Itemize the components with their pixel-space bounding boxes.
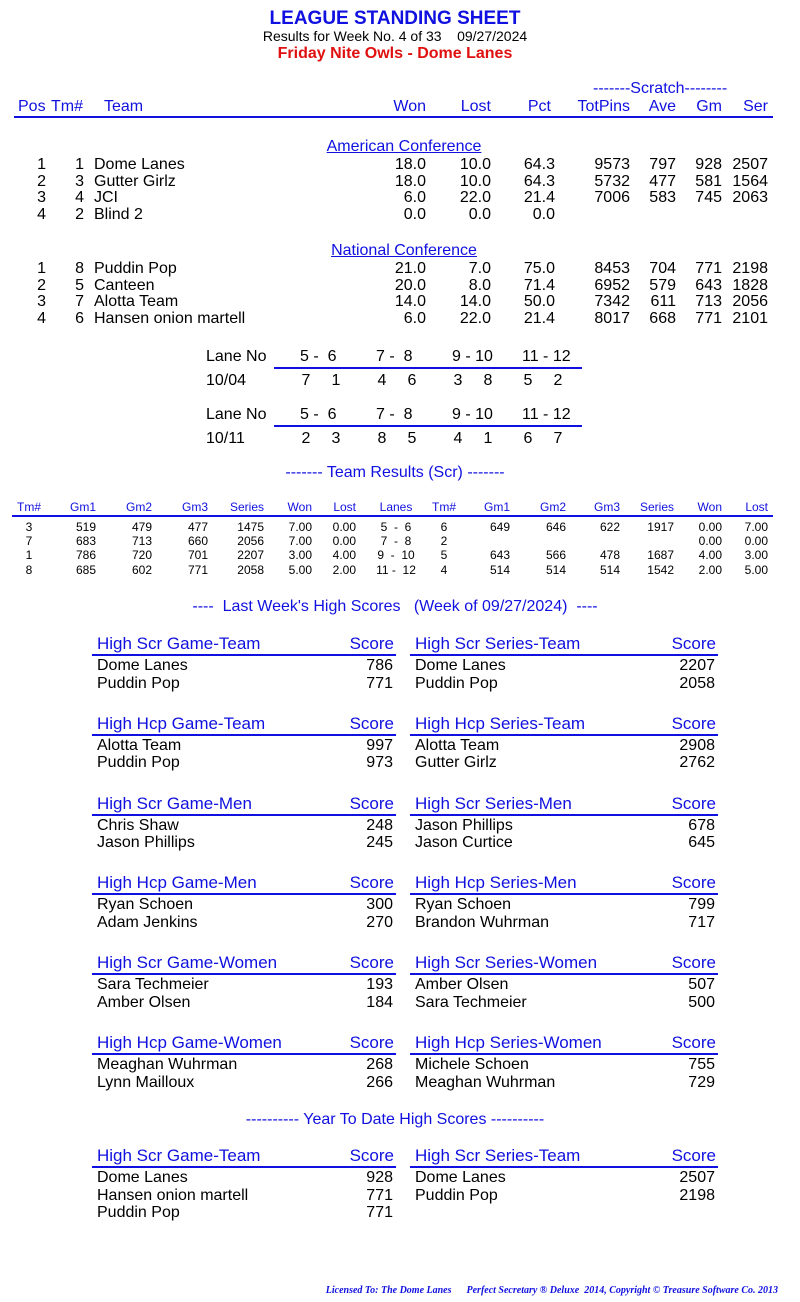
- row-pct: 71.4: [523, 276, 555, 294]
- row-won: 18.0: [394, 172, 426, 190]
- team-results-cell: 3.00: [744, 548, 768, 563]
- high-score-name: Puddin Pop: [97, 754, 180, 772]
- high-score-box-rule: [410, 734, 718, 736]
- high-score-name: Ryan Schoen: [415, 896, 512, 914]
- row-pos: 2: [37, 172, 46, 190]
- team-results-cell: 7: [25, 534, 33, 549]
- row-team: Hansen onion martell: [94, 310, 246, 328]
- high-score-name: Amber Olsen: [415, 976, 509, 994]
- sheet-subtitle: Results for Week No. 4 of 33 09/27/2024: [262, 28, 528, 44]
- team-results-cell: 2056: [237, 534, 264, 549]
- team-results-cell: 5: [440, 548, 448, 563]
- team-results-cell: 514: [489, 562, 510, 577]
- high-score-value: 771: [366, 674, 393, 692]
- team-results-cell: 0.00: [744, 534, 768, 549]
- high-score-name: Puddin Pop: [415, 1186, 498, 1204]
- high-score-name: Puddin Pop: [97, 674, 180, 692]
- col-lost: Lost: [460, 98, 491, 115]
- col-ser: Ser: [743, 98, 768, 115]
- row-team: JCI: [94, 189, 118, 207]
- team-results-col-header: Gm2: [539, 500, 566, 514]
- team-b: 8: [483, 372, 493, 389]
- high-score-name: Michele Schoen: [415, 1056, 529, 1073]
- row-totpins: 6952: [594, 276, 630, 294]
- team-results-cell: 0.00: [698, 534, 722, 549]
- row-team: Gutter Girlz: [94, 172, 176, 190]
- row-lost: 10.0: [459, 156, 491, 173]
- high-score-box-rule: [410, 893, 718, 895]
- score-column-label: Score: [349, 873, 394, 893]
- high-score-box-rule: [92, 1166, 396, 1168]
- team-results-title: ------- Team Results (Scr) -------: [285, 464, 505, 481]
- high-score-name: Dome Lanes: [415, 657, 506, 674]
- sheet-title: LEAGUE STANDING SHEET: [269, 8, 521, 29]
- high-score-value: 678: [688, 816, 715, 834]
- high-score-name: Adam Jenkins: [97, 913, 198, 931]
- team-results-cell: 7.00: [288, 520, 312, 534]
- team-a: 4: [453, 430, 463, 447]
- team-results-cell: 1: [25, 548, 33, 563]
- team-results-cell: 683: [75, 534, 96, 549]
- row-gm: 581: [695, 172, 722, 190]
- row-team: Alotta Team: [94, 293, 179, 311]
- row-won: 18.0: [394, 156, 426, 173]
- score-column-label: Score: [349, 634, 394, 653]
- col-ave: Ave: [648, 98, 676, 115]
- lane-no-label: Lane No: [206, 406, 267, 423]
- team-results-cell: 713: [131, 534, 152, 549]
- team-results-cell: 3: [25, 520, 33, 534]
- high-score-value: 500: [688, 993, 715, 1011]
- team-results-cell: 685: [75, 562, 96, 577]
- scratch-group-label: -------Scratch--------: [593, 80, 728, 97]
- high-score-value: 248: [366, 816, 393, 834]
- high-score-box-rule: [410, 654, 718, 656]
- row-pct: 21.4: [523, 189, 555, 207]
- license-footer: Licensed To: The Dome Lanes Perfect Secretary ® Deluxe 2014, Copyright © Treasure Software Co. 2013: [325, 1285, 778, 1296]
- row-pct: 64.3: [523, 156, 555, 173]
- high-score-name: Gutter Girlz: [415, 754, 497, 772]
- high-score-box-title: High Scr Game-Women: [97, 953, 278, 973]
- high-score-box-title: High Scr Series-Women: [415, 953, 598, 973]
- high-score-value: 997: [366, 736, 393, 754]
- high-score-box-title: High Scr Series-Team: [415, 634, 581, 653]
- team-a: 6: [523, 430, 533, 447]
- high-score-value: 2762: [679, 754, 715, 772]
- conference-name: American Conference: [326, 138, 482, 155]
- row-ser: 1828: [732, 276, 768, 294]
- row-lost: 22.0: [459, 189, 491, 207]
- row-gm: 771: [695, 310, 722, 328]
- row-lost: 8.0: [468, 276, 491, 294]
- team-b: 1: [331, 372, 341, 389]
- high-score-name: Hansen onion martell: [97, 1186, 249, 1204]
- row-pos: 4: [37, 310, 46, 328]
- team-results-cell: 646: [545, 520, 566, 534]
- high-score-box-title: High Hcp Game-Team: [97, 713, 266, 733]
- row-ser: 2063: [732, 189, 768, 207]
- row-won: 21.0: [394, 260, 426, 277]
- team-results-cell: 660: [187, 534, 208, 549]
- row-ave: 704: [649, 260, 676, 277]
- row-ser: 1564: [732, 172, 768, 190]
- high-score-box-title: High Scr Series-Men: [415, 793, 572, 813]
- high-score-box-rule: [92, 973, 396, 975]
- row-gm: 713: [695, 293, 722, 311]
- high-score-value: 270: [366, 913, 393, 931]
- row-totpins: 7006: [594, 189, 630, 207]
- row-pct: 50.0: [523, 293, 555, 311]
- row-ave: 668: [649, 310, 676, 328]
- row-totpins: 9573: [594, 156, 630, 173]
- row-totpins: 5732: [594, 172, 630, 190]
- team-a: 2: [301, 430, 311, 447]
- high-score-value: 2908: [679, 736, 715, 754]
- row-team: Canteen: [94, 276, 155, 294]
- high-score-box-rule: [410, 814, 718, 816]
- team-results-cell: 479: [131, 520, 152, 534]
- team-a: 8: [377, 430, 387, 447]
- high-score-box-title: High Scr Game-Team: [97, 1146, 261, 1165]
- high-score-name: Puddin Pop: [97, 1204, 180, 1221]
- score-column-label: Score: [671, 1146, 716, 1165]
- row-tm: 6: [75, 310, 84, 328]
- team-results-col-header: Won: [697, 500, 722, 514]
- lane-pair-header: 5 - 6: [300, 348, 337, 365]
- team-results-cell: 566: [545, 548, 566, 563]
- schedule-date: 10/04: [206, 372, 247, 389]
- high-score-name: Ryan Schoen: [97, 896, 194, 914]
- high-score-name: Puddin Pop: [415, 674, 498, 692]
- team-results-cell: 11 - 12: [376, 562, 416, 577]
- high-score-value: 645: [688, 834, 715, 852]
- team-a: 5: [523, 372, 533, 389]
- team-a: 3: [453, 372, 463, 389]
- team-results-cell: 786: [75, 548, 96, 563]
- high-score-value: 729: [688, 1073, 715, 1091]
- lane-pair-header: 5 - 6: [300, 406, 337, 423]
- score-column-label: Score: [671, 793, 716, 813]
- row-totpins: 8017: [594, 310, 630, 328]
- team-results-cell: 478: [599, 548, 620, 563]
- team-results-cell: 7 - 8: [380, 534, 412, 549]
- team-results-cell: 7.00: [744, 520, 768, 534]
- high-score-name: Brandon Wuhrman: [415, 913, 549, 931]
- team-results-col-header: Tm#: [17, 500, 41, 514]
- high-score-box-title: High Scr Series-Team: [415, 1146, 581, 1165]
- row-pct: 0.0: [532, 206, 555, 224]
- col-pos: Pos: [18, 98, 46, 115]
- team-results-rule: [12, 515, 773, 517]
- high-score-name: Amber Olsen: [97, 993, 191, 1011]
- high-score-name: Alotta Team: [415, 736, 500, 754]
- high-score-value: 184: [366, 993, 393, 1011]
- row-ave: 477: [649, 172, 676, 190]
- row-ser: 2198: [732, 260, 768, 277]
- high-score-value: 268: [366, 1056, 393, 1073]
- score-column-label: Score: [349, 713, 394, 733]
- row-pct: 21.4: [523, 310, 555, 328]
- lane-pair-header: 7 - 8: [376, 406, 413, 423]
- high-score-value: 2207: [679, 657, 715, 674]
- team-results-cell: 8: [25, 562, 33, 577]
- team-results-col-header: Lanes: [379, 500, 413, 514]
- row-tm: 2: [75, 206, 84, 224]
- team-results-cell: 701: [187, 548, 208, 563]
- row-tm: 7: [75, 293, 84, 311]
- lane-pair-header: 7 - 8: [376, 348, 413, 365]
- score-column-label: Score: [671, 634, 716, 653]
- team-results-cell: 1687: [647, 548, 674, 563]
- high-score-name: Alotta Team: [97, 736, 182, 754]
- row-won: 14.0: [394, 293, 426, 311]
- high-score-box-title: High Hcp Game-Men: [97, 873, 257, 893]
- high-score-name: Lynn Mailloux: [97, 1073, 195, 1091]
- row-pct: 64.3: [523, 172, 555, 190]
- high-score-name: Meaghan Wuhrman: [97, 1056, 238, 1073]
- team-results-col-header: Gm3: [181, 500, 208, 514]
- high-score-name: Dome Lanes: [97, 657, 188, 674]
- row-ave: 579: [649, 276, 676, 294]
- row-lost: 7.0: [468, 260, 491, 277]
- score-column-label: Score: [349, 793, 394, 813]
- team-results-cell: 4.00: [332, 548, 356, 563]
- score-column-label: Score: [671, 953, 716, 973]
- row-gm: 643: [695, 276, 722, 294]
- score-column-label: Score: [349, 1033, 394, 1052]
- team-b: 2: [553, 372, 563, 389]
- team-results-cell: 720: [131, 548, 152, 563]
- score-column-label: Score: [349, 953, 394, 973]
- team-b: 5: [407, 430, 417, 447]
- standings-header-rule: [14, 116, 773, 118]
- team-results-col-header: Gm3: [593, 500, 620, 514]
- team-results-cell: 3.00: [288, 548, 312, 563]
- team-results-cell: 643: [489, 548, 510, 563]
- team-results-cell: 5.00: [744, 562, 768, 577]
- team-results-cell: 7.00: [288, 534, 312, 549]
- high-score-box-rule: [92, 814, 396, 816]
- high-score-value: 755: [688, 1056, 715, 1073]
- high-score-value: 771: [366, 1186, 393, 1204]
- high-score-name: Jason Phillips: [97, 834, 195, 852]
- team-results-cell: 771: [187, 562, 208, 577]
- row-lost: 10.0: [459, 172, 491, 190]
- row-ser: 2056: [732, 293, 768, 311]
- row-pct: 75.0: [523, 260, 555, 277]
- high-score-box-title: High Scr Game-Men: [97, 793, 252, 813]
- team-results-cell: 1917: [647, 520, 674, 534]
- team-results-cell: 0.00: [698, 520, 722, 534]
- team-results-col-header: Gm2: [125, 500, 152, 514]
- row-ave: 611: [650, 293, 676, 311]
- ytd-title: ---------- Year To Date High Scores ----------: [245, 1111, 545, 1128]
- high-score-box-rule: [92, 654, 396, 656]
- col-tm: Tm#: [51, 98, 83, 115]
- lane-pair-header: 11 - 12: [522, 406, 571, 423]
- schedule-rule: [274, 425, 582, 427]
- team-results-cell: 9 - 10: [377, 548, 415, 563]
- high-score-box-rule: [410, 1053, 718, 1055]
- row-tm: 3: [75, 172, 84, 190]
- team-results-cell: 0.00: [332, 520, 356, 534]
- high-score-name: Sara Techmeier: [415, 993, 527, 1011]
- lane-no-label: Lane No: [206, 348, 267, 365]
- schedule-rule: [274, 367, 582, 369]
- row-tm: 8: [75, 260, 84, 277]
- row-lost: 0.0: [468, 206, 491, 224]
- team-b: 6: [407, 372, 417, 389]
- lane-pair-header: 11 - 12: [522, 348, 571, 365]
- high-score-value: 245: [366, 834, 393, 852]
- high-score-value: 717: [688, 913, 715, 931]
- row-pos: 4: [37, 206, 46, 224]
- high-score-box-rule: [410, 973, 718, 975]
- row-tm: 1: [75, 156, 84, 173]
- team-results-cell: 5.00: [288, 562, 312, 577]
- high-score-value: 786: [366, 657, 393, 674]
- team-results-cell: 2.00: [698, 562, 722, 577]
- team-results-cell: 622: [599, 520, 620, 534]
- team-results-col-header: Series: [229, 500, 264, 514]
- row-lost: 14.0: [459, 293, 491, 311]
- high-score-value: 2198: [679, 1186, 715, 1204]
- team-results-col-header: Series: [639, 500, 674, 514]
- high-score-name: Sara Techmeier: [97, 976, 209, 994]
- col-pct: Pct: [527, 98, 551, 115]
- row-pos: 1: [37, 260, 46, 277]
- team-results-cell: 2: [440, 534, 448, 549]
- league-name: Friday Nite Owls - Dome Lanes: [277, 45, 513, 62]
- team-results-cell: 2.00: [332, 562, 356, 577]
- team-results-cell: 5 - 6: [380, 520, 412, 534]
- score-column-label: Score: [671, 873, 716, 893]
- row-won: 6.0: [403, 310, 426, 328]
- team-results-cell: 0.00: [332, 534, 356, 549]
- row-ser: 2507: [732, 156, 768, 173]
- row-ser: 2101: [732, 310, 768, 328]
- row-team: Blind 2: [94, 206, 143, 224]
- row-won: 6.0: [403, 189, 426, 207]
- team-results-cell: 649: [489, 520, 510, 534]
- row-won: 0.0: [403, 206, 426, 224]
- high-score-box-title: High Hcp Series-Men: [415, 873, 577, 893]
- high-score-value: 193: [366, 976, 393, 994]
- high-score-name: Jason Phillips: [415, 816, 513, 834]
- team-b: 7: [553, 430, 563, 447]
- row-tm: 5: [75, 276, 84, 294]
- team-results-cell: 2207: [237, 548, 264, 563]
- row-pos: 1: [37, 156, 46, 173]
- high-score-name: Chris Shaw: [97, 816, 179, 834]
- high-score-value: 300: [366, 896, 393, 914]
- team-results-col-header: Gm1: [483, 500, 510, 514]
- high-score-name: Meaghan Wuhrman: [415, 1073, 556, 1091]
- conference-name: National Conference: [331, 242, 477, 259]
- high-score-value: 2507: [679, 1169, 715, 1186]
- team-results-cell: 514: [545, 562, 566, 577]
- high-score-value: 973: [366, 754, 393, 772]
- high-score-box-rule: [92, 1053, 396, 1055]
- team-results-cell: 1542: [647, 562, 674, 577]
- score-column-label: Score: [349, 1146, 394, 1165]
- col-totpins: TotPins: [577, 98, 630, 115]
- high-score-value: 266: [366, 1073, 393, 1091]
- row-team: Dome Lanes: [94, 156, 185, 173]
- col-gm: Gm: [696, 98, 722, 115]
- team-results-col-header: Lost: [745, 500, 768, 514]
- team-results-cell: 4.00: [698, 548, 722, 563]
- row-gm: 928: [695, 156, 722, 173]
- row-ave: 797: [649, 156, 676, 173]
- high-score-name: Dome Lanes: [97, 1169, 188, 1186]
- row-pos: 3: [37, 293, 46, 311]
- team-results-cell: 519: [75, 520, 96, 534]
- high-score-box-title: High Hcp Series-Team: [415, 713, 586, 733]
- high-score-value: 771: [366, 1204, 393, 1221]
- schedule-date: 10/11: [206, 430, 245, 447]
- high-score-box-title: High Scr Game-Team: [97, 634, 261, 653]
- team-results-cell: 6: [440, 520, 448, 534]
- row-totpins: 7342: [594, 293, 630, 311]
- high-score-box-rule: [92, 893, 396, 895]
- row-totpins: 8453: [594, 260, 630, 277]
- col-team: Team: [104, 98, 144, 115]
- row-tm: 4: [75, 189, 84, 207]
- team-b: 1: [483, 430, 493, 447]
- team-a: 4: [377, 372, 387, 389]
- last-week-title: ---- Last Week's High Scores (Week of 09/27/2024) ----: [192, 598, 598, 615]
- team-results-cell: 4: [440, 562, 448, 577]
- high-score-value: 799: [688, 896, 715, 914]
- high-score-name: Dome Lanes: [415, 1169, 506, 1186]
- row-won: 20.0: [394, 276, 426, 294]
- team-results-cell: 514: [599, 562, 620, 577]
- high-score-box-title: High Hcp Series-Women: [415, 1033, 602, 1052]
- high-score-box-title: High Hcp Game-Women: [97, 1033, 282, 1052]
- team-results-col-header: Gm1: [69, 500, 96, 514]
- high-score-box-rule: [92, 734, 396, 736]
- row-pos: 3: [37, 189, 46, 207]
- row-gm: 745: [695, 189, 722, 207]
- row-lost: 22.0: [459, 310, 491, 328]
- team-results-cell: 2058: [237, 562, 264, 577]
- row-gm: 771: [695, 260, 722, 277]
- team-a: 7: [301, 372, 311, 389]
- lane-pair-header: 9 - 10: [452, 348, 493, 365]
- team-results-col-header: Won: [287, 500, 312, 514]
- row-pos: 2: [37, 276, 46, 294]
- high-score-name: Jason Curtice: [415, 834, 513, 852]
- score-column-label: Score: [671, 1033, 716, 1052]
- team-results-cell: 1475: [237, 520, 264, 534]
- row-team: Puddin Pop: [94, 260, 177, 277]
- team-results-col-header: Tm#: [432, 500, 456, 514]
- team-b: 3: [331, 430, 341, 447]
- high-score-box-rule: [410, 1166, 718, 1168]
- lane-pair-header: 9 - 10: [452, 406, 493, 423]
- high-score-value: 2058: [679, 674, 715, 692]
- row-ave: 583: [649, 189, 676, 207]
- team-results-cell: 602: [131, 562, 152, 577]
- team-results-col-header: Lost: [333, 500, 356, 514]
- high-score-value: 928: [366, 1169, 393, 1186]
- col-won: Won: [393, 98, 426, 115]
- team-results-cell: 477: [187, 520, 208, 534]
- score-column-label: Score: [671, 713, 716, 733]
- high-score-value: 507: [688, 976, 715, 994]
